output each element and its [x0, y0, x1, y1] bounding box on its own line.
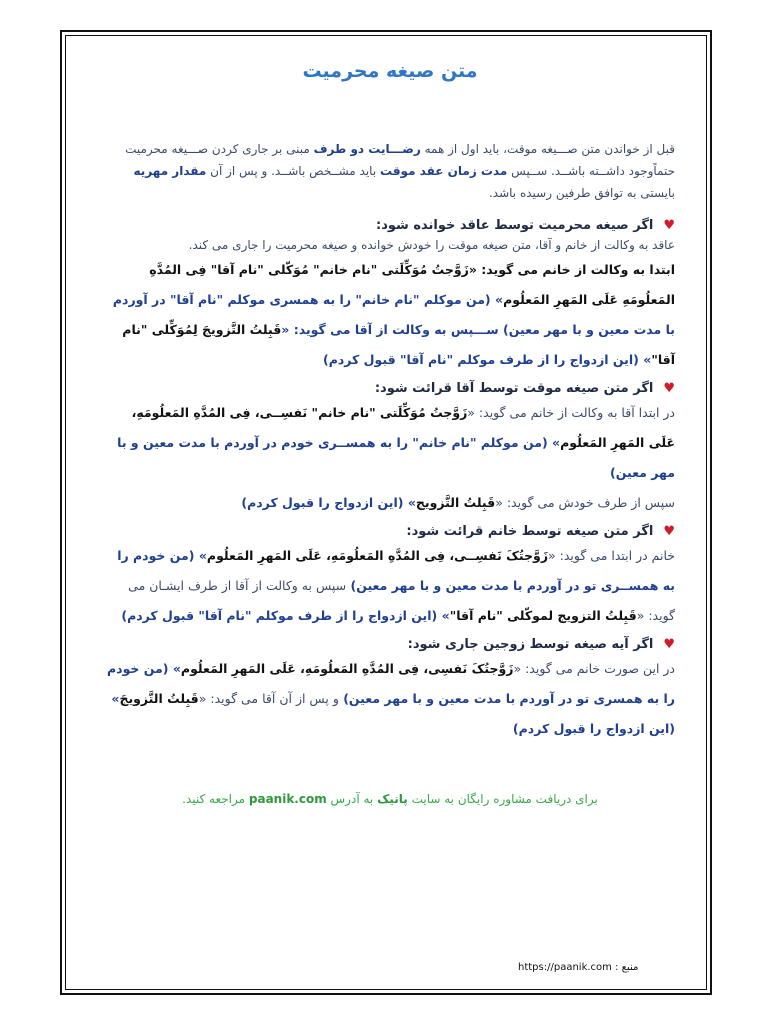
formula-arabic: زَوَّجتُکَ نَفسِی، فِی المُدَّهِ المَعلُومَهِ، عَلَی المَهرِ المَعلُوم — [180, 661, 514, 676]
page-title: متن صیغه محرمیت — [302, 60, 478, 82]
formula-lead: در این صورت خانم می گوید: « — [513, 661, 675, 676]
formula-translation: » (من خودم را به همسری تو در آوردم با مدت معین و با مهر معین) — [107, 661, 675, 706]
section-heading-text: اگر صیغه محرمیت توسط عاقد خوانده شود: — [376, 218, 654, 233]
formula-lead-2: سپس از طرف خودش می گوید: « — [495, 495, 675, 510]
intro-bold-dowry: مقدار مهریه — [133, 164, 207, 178]
intro-bold-consent: رضـــایت دو طرف — [313, 142, 421, 156]
heart-bullet-icon: ♥ — [663, 381, 675, 396]
section-formula — [105, 654, 675, 744]
promo-text-2: به آدرس — [326, 792, 378, 806]
promo-line — [105, 792, 675, 806]
section-formula — [105, 398, 675, 518]
formula-lead: ابتدا به وکالت از خانم می گوید: « — [468, 262, 675, 277]
section-heading-text: اگر متن صیغه توسط خانم قرائت شود: — [406, 524, 654, 539]
formula-arabic: زَوَّجتُ مُوَکِّلَتی "نام خانم" مُوَکّلی "نام آقا" فِی المُدَّهِ المَعلُومَهِ عَلَی المَهرِ المَعلُوم — [149, 262, 675, 307]
formula-translation: » (من موکلم "نام خانم" را به همسری موکلم "نام آقا" در آوردم با مدت معین و با مهر معین) ســـپس به وکالت از آقا می گوید: « — [112, 292, 675, 337]
heart-bullet-icon: ♥ — [663, 218, 675, 233]
source-line — [518, 962, 638, 973]
promo-text-1: برای دریافت مشاوره رایگان به سایت — [407, 792, 598, 806]
formula-lead: در ابتدا آقا به وکالت از خانم می گوید: « — [467, 405, 675, 420]
section-formula — [105, 541, 675, 631]
promo-brand: پانیک — [377, 792, 408, 806]
formula-arabic-accept: قَبِلتُ التَّزویج — [415, 495, 496, 510]
section-text: عاقد به وکالت از خانم و آقا، متن صیغه موقت را خودش خوانده و صیغه محرمیت را جاری می کند. — [188, 238, 675, 252]
formula-lead-2: و پس از آن آقا می گوید: « — [198, 691, 339, 706]
formula-arabic-accept: قَبِلتُ التَّزویجَ لِمُوَکِّلی "نام آقا" — [122, 322, 675, 367]
section-heading-man — [105, 381, 675, 396]
source-url-link[interactable]: https://paanik.com — [518, 962, 612, 973]
intro-text-3: باید مشــخص باشــد. و پس از آن — [206, 164, 380, 178]
intro-paragraph — [105, 138, 675, 204]
formula-translation: » (من خودم را به همســری تو در آوردم با مدت معین و با مهر معین) — [117, 548, 675, 593]
formula-lead: خانم در ابتدا می گوید: « — [548, 548, 675, 563]
section-heading-text: اگر متن صیغه موقت توسط آقا قرائت شود: — [374, 381, 654, 396]
section-heading-woman — [105, 524, 675, 539]
formula-translation-accept: » (این ازدواج را قبول کردم) — [241, 495, 416, 510]
formula-translation-accept: » (این ازدواج را قبول کردم) — [111, 691, 675, 736]
formula-translation-accept: » (این ازدواج را از طرف موکلم "نام آقا" قبول کردم) — [121, 608, 450, 623]
formula-arabic-accept: قَبِلتُ التَّزویجَ — [119, 691, 199, 706]
intro-text-1: قبل از خواندن متن صـــیغه موقت، باید اول از همه — [420, 142, 675, 156]
intro-text-4: بایستی به توافق طرفین رسیده باشد. — [488, 186, 675, 200]
formula-arabic: زَوَّجتُ مُوَکِّلَتی "نام خانم" نَفسِــی، فِی المُدَّهِ المَعلُومَهِ، عَلَی المَهرِ المَعلُوم — [131, 405, 675, 450]
heart-bullet-icon: ♥ — [663, 637, 675, 652]
document-body — [105, 60, 675, 806]
formula-translation: » (من موکلم "نام خانم" را به همســری خودم در آوردم با مدت معین و با مهر معین) — [117, 435, 675, 480]
source-label: منبع : — [615, 962, 639, 973]
section-heading-text: اگر آیه صیغه توسط زوجین جاری شود: — [407, 637, 654, 652]
formula-lead-2: سپس به وکالت از آقا از طرف ایشـان می گوید: « — [128, 578, 675, 623]
intro-text-2: مبنی بر جاری کردن صـــیغه محرمیت حتماًوجود داشــته باشــد. ســپس — [125, 142, 675, 178]
section-heading-couple — [105, 637, 675, 652]
section-formula — [105, 255, 675, 375]
formula-arabic: زَوَّجتُکَ نَفسِــی، فِی المُدَّهِ المَعلُومَهِ، عَلَی المَهرِ المَعلُوم — [206, 548, 549, 563]
promo-site-link[interactable]: paanik.com — [248, 792, 327, 806]
formula-arabic-accept: قَبِلتُ التزویج لموکّلی "نام آقا" — [449, 608, 637, 623]
heart-bullet-icon: ♥ — [663, 524, 675, 539]
formula-translation-accept: » (این ازدواج را از طرف موکلم "نام آقا" قبول کردم) — [322, 352, 652, 367]
section-heading-officiant — [105, 218, 675, 233]
intro-bold-duration: مدت زمان عقد موقت — [380, 164, 508, 178]
promo-text-3: مراجعه کنید. — [182, 792, 249, 806]
